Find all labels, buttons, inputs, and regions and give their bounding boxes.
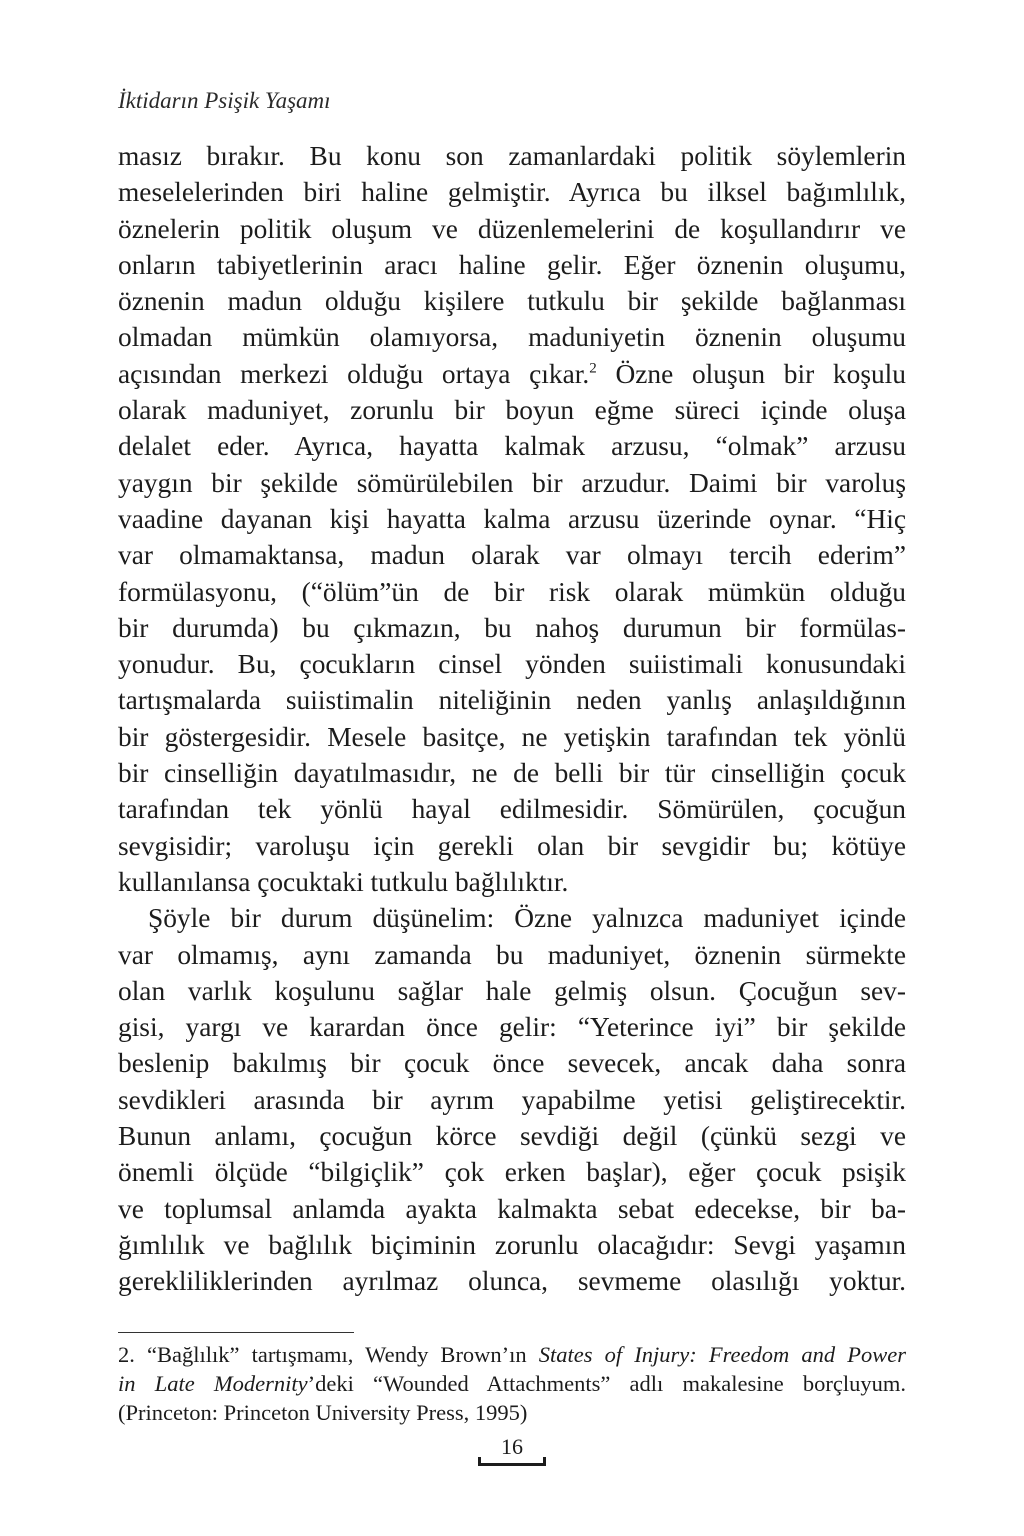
text-line: ğımlılık ve bağlılık biçiminin zorunlu olacağıdır: Sevgi yaşamın xyxy=(118,1229,906,1260)
text-line: bir durumda) bu çıkmazın, bu nahoş durumun bir formülas- xyxy=(118,612,906,643)
text-line: olarak maduniyet, zorunlu bir boyun eğme süreci içinde oluşa xyxy=(118,395,906,426)
footnote-line xyxy=(118,1369,906,1398)
running-head: İktidarın Psişik Yaşamı xyxy=(118,88,331,113)
footnote-line xyxy=(118,1340,906,1369)
text-segment: açısından merkezi olduğu ortaya çıkar. xyxy=(118,358,590,389)
text-line: olan varlık koşulunu sağlar hale gelmiş olsun. Çocuğun sev- xyxy=(118,975,906,1006)
text-line: olmadan mümkün olamıyorsa, maduniyetin öznenin oluşumu xyxy=(118,322,906,353)
text-line: önemli ölçüde “bilgiçlik” çok erken başlar), eğer çocuk psişik xyxy=(118,1157,906,1188)
footnote-text: 2. “Bağlılık” tartışmamı, Wendy Brown’ın xyxy=(118,1342,539,1367)
body-text xyxy=(118,138,906,1300)
text-line: öznenin madun olduğu kişilere tutkulu bir şekilde bağlanması xyxy=(118,286,906,317)
text-line: masız bırakır. Bu konu son zamanlardaki politik söylemlerin xyxy=(118,141,906,171)
page-number: 16 xyxy=(501,1434,523,1459)
page-number-block xyxy=(478,1434,546,1470)
text-line: Bunun anlamı, çocuğun körce sevdiği değil (çünkü sezgi ve xyxy=(118,1121,906,1152)
text-line xyxy=(118,356,906,392)
text-line: meselelerinden biri haline gelmiştir. Ayrıca bu ilksel bağımlılık, xyxy=(118,177,906,208)
text-line: öznelerin politik oluşum ve düzenlemelerini de koşullandırır ve xyxy=(118,213,906,244)
footnote-text: ’deki “Wounded Attachments” adlı makalesine borçluyum. xyxy=(307,1371,906,1396)
text-line: Şöyle bir durum düşünelim: Özne yalnızca maduniyet içinde xyxy=(148,903,906,934)
text-line: var olmamaktansa, madun olarak var olmayı tercih ederim” xyxy=(118,540,906,571)
text-segment: Özne oluşun bir koşulu xyxy=(596,358,906,389)
text-line: yaygın bir şekilde sömürülebilen bir arzudur. Daimi bir varoluş xyxy=(118,467,906,498)
footnote-marker: 2 xyxy=(589,360,597,377)
footnote-book-title: in Late Modernity xyxy=(118,1371,308,1396)
text-line: delalet eder. Ayrıca, hayatta kalmak arzusu, “olmak” arzusu xyxy=(118,431,906,462)
text-line: tarafından tek yönlü hayal edilmesidir. Sömürülen, çocuğun xyxy=(118,794,906,825)
footnote-rule xyxy=(118,1332,354,1333)
text-line: vaadine dayanan kişi hayatta kalma arzusu üzerinde oynar. “Hiç xyxy=(118,503,906,534)
footnote xyxy=(118,1340,906,1427)
text-line: bir cinselliğin dayatılmasıdır, ne de belli bir tür cinselliğin çocuk xyxy=(118,758,906,789)
text-line: formülasyonu, (“ölüm”ün de bir risk olarak mümkün olduğu xyxy=(118,576,906,607)
text-line: sevgisidir; varoluşu için gerekli olan bir sevgidir bu; kötüye xyxy=(118,830,906,861)
text-line: kullanılansa çocuktaki tutkulu bağlılıktır. xyxy=(118,866,569,897)
text-line: bir göstergesidir. Mesele basitçe, ne yetişkin tarafından tek yönlü xyxy=(118,721,906,752)
text-line: var olmamış, aynı zamanda bu maduniyet, öznenin sürmekte xyxy=(118,939,906,970)
text-line: ve toplumsal anlamda ayakta kalmakta sebat edecekse, bir ba- xyxy=(118,1193,906,1224)
text-line: gerekliliklerinden ayrılmaz olunca, sevmeme olasılığı yoktur. xyxy=(118,1266,906,1297)
text-line: beslenip bakılmış bir çocuk önce sevecek, ancak daha sonra xyxy=(118,1048,906,1079)
text-line: onların tabiyetlerinin aracı haline gelir. Eğer öznenin oluşumu, xyxy=(118,249,906,280)
footnote-line: (Princeton: Princeton University Press, 1995) xyxy=(118,1400,528,1425)
footnote-book-title: States of Injury: Freedom and Power xyxy=(538,1342,906,1367)
page-number-bracket xyxy=(478,1463,546,1466)
text-line: gisi, yargı ve karardan önce gelir: “Yeterince iyi” bir şekilde xyxy=(118,1012,906,1043)
text-line: sevdikleri arasında bir ayrım yapabilme yetisi geliştirecektir. xyxy=(118,1084,906,1115)
text-line: yonudur. Bu, çocukların cinsel yönden suiistimali konusundaki xyxy=(118,649,906,680)
text-line: tartışmalarda suiistimalin niteliğinin neden yanlış anlaşıldığının xyxy=(118,685,906,716)
